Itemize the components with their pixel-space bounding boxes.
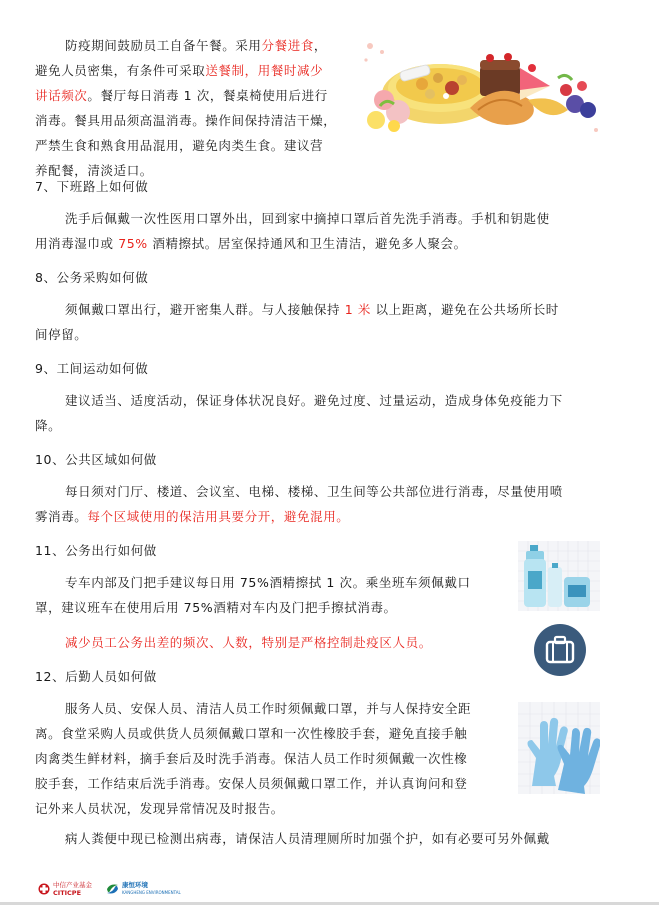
body-text: 肉禽类生鲜材料，摘手套后及时洗手消毒。保洁人员工作时须佩戴一次性橡 (35, 751, 468, 766)
body-text: 防疫期间鼓励员工自备午餐。采用 (65, 38, 262, 53)
section-9-line (35, 388, 625, 413)
section-12-line (35, 746, 515, 771)
highlight-text: 分餐进食 (261, 38, 314, 53)
section-11-body (35, 570, 505, 620)
highlight-text: 讲话频次 (35, 88, 88, 103)
body-text: 。餐厅每日消毒 1 次，餐桌椅使用后进行 (87, 88, 328, 103)
body-text: 以上距离，避免在公共场所长时 (370, 302, 559, 317)
section-12-line (35, 771, 515, 796)
body-text: 避免人员密集，有条件可采取 (35, 63, 206, 78)
body-text: 消毒。餐具用品须高温消毒。操作间保持清洁干燥， (35, 113, 337, 128)
body-text: 建议适当、适度活动，保证身体状况良好。避免过度、过量运动，造成身体免疫能力下 (65, 393, 563, 408)
intro-line (35, 108, 360, 133)
body-text: 专车内部及门把手建议每日用 75%酒精擦拭 1 次。乘坐班车须佩戴口 (65, 575, 471, 590)
intro-line (35, 33, 360, 58)
kangheng-cn: 康恒环境 (122, 881, 148, 889)
body-text: 罩，建议班车在使用后用 75%酒精对车内及门把手擦拭消毒。 (35, 600, 397, 615)
body-text: 降。 (35, 418, 62, 433)
highlight-text: 每个区域使用的保洁用具要分开，避免混用。 (87, 509, 350, 524)
section-heading-10: 10、公共区域如何做 (35, 452, 157, 467)
section-8-body (35, 297, 625, 347)
section-7-line (35, 231, 625, 256)
body-text: 每日须对门厅、楼道、会议室、电梯、楼梯、卫生间等公共部位进行消毒，尽量使用喷 (65, 484, 563, 499)
body-text: 离。食堂采购人员或供货人员须佩戴口罩和一次性橡胶手套，避免直接手触 (35, 726, 468, 741)
citicpe-en: CITICPE (53, 889, 82, 897)
section-7-line (35, 206, 625, 231)
food-icon (360, 38, 606, 134)
section-12-body (35, 696, 515, 821)
gloves-illustration (518, 702, 600, 794)
gloves-icon (518, 702, 600, 794)
section-heading-12: 12、后勤人员如何做 (35, 669, 157, 684)
body-text: 严禁生食和熟食用品混用，避免肉类生食。建议营 (35, 138, 324, 153)
section-9-line (35, 413, 625, 438)
bottle-icon (518, 541, 600, 611)
section-heading-9: 9、工间运动如何做 (35, 361, 149, 376)
body-text: 间停留。 (35, 327, 88, 342)
section-heading-8: 8、公务采购如何做 (35, 270, 149, 285)
section-11-line (35, 595, 505, 620)
citicpe-cn: 中信产业基金 (53, 881, 92, 889)
suitcase-icon (534, 624, 586, 676)
section-11-line (35, 570, 505, 595)
section-7-body (35, 206, 625, 256)
body-text: 胶手套，工作结束后洗手消毒。安保人员须佩戴口罩工作，并认真询问和登 (35, 776, 468, 791)
body-text: 须佩戴口罩出行，避开密集人群。与人接触保持 (65, 302, 345, 317)
section-9-body (35, 388, 625, 438)
kangheng-logo-icon (106, 883, 119, 895)
highlight-text: 送餐制，用餐时减少 (205, 63, 324, 78)
section-11-note-line (35, 630, 505, 655)
highlight-text: 75% (118, 236, 148, 251)
footer (38, 878, 181, 900)
intro-line (35, 83, 360, 108)
section-12-line (35, 696, 515, 721)
kangheng-en: KANGHENG ENVIRONMENTAL (122, 890, 181, 895)
suitcase-illustration (534, 624, 586, 676)
body-text: 记外来人员状况，发现异常情况及时报告。 (35, 801, 284, 816)
section-11-note (35, 630, 505, 655)
intro-line (35, 58, 360, 83)
intro-line (35, 133, 360, 158)
section-10-line (35, 479, 625, 504)
body-text: 洗手后佩戴一次性医用口罩外出，回到家中摘掉口罩后首先洗手消毒。手机和钥匙使 (65, 211, 550, 226)
highlight-text: 减少员工公务出差的频次、人数，特别是严格控制赴疫区人员。 (65, 635, 432, 650)
food-illustration (360, 38, 606, 134)
body-text: 病人粪便中现已检测出病毒，请保洁人员清理厕所时加强个护，如有必要可另外佩戴 (65, 831, 550, 846)
highlight-text: 1 米 (344, 302, 371, 317)
section-10-body (35, 479, 625, 529)
intro-paragraph (35, 33, 360, 183)
section-8-line (35, 322, 625, 347)
section-8-line (35, 297, 625, 322)
body-text: 雾消毒。 (35, 509, 88, 524)
body-text: 酒精擦拭。居室保持通风和卫生清洁，避免多人聚会。 (147, 236, 467, 251)
body-text: 用消毒湿巾或 (35, 236, 119, 251)
citicpe-logo (38, 881, 92, 897)
kangheng-logo (106, 881, 181, 897)
section-10-line (35, 504, 625, 529)
section-heading-7: 7、下班路上如何做 (35, 179, 149, 194)
body-text: ， (313, 38, 328, 53)
section-12-line (35, 796, 515, 821)
body-text: 养配餐，清淡适口。 (35, 163, 153, 178)
section-12-extra-line (35, 826, 625, 851)
body-text: 服务人员、安保人员、清洁人员工作时须佩戴口罩，并与人保持安全距 (65, 701, 472, 716)
disinfectant-illustration (518, 541, 600, 611)
section-12-extra (35, 826, 625, 851)
section-12-line (35, 721, 515, 746)
citicpe-logo-icon (38, 883, 50, 895)
section-heading-11: 11、公务出行如何做 (35, 543, 157, 558)
